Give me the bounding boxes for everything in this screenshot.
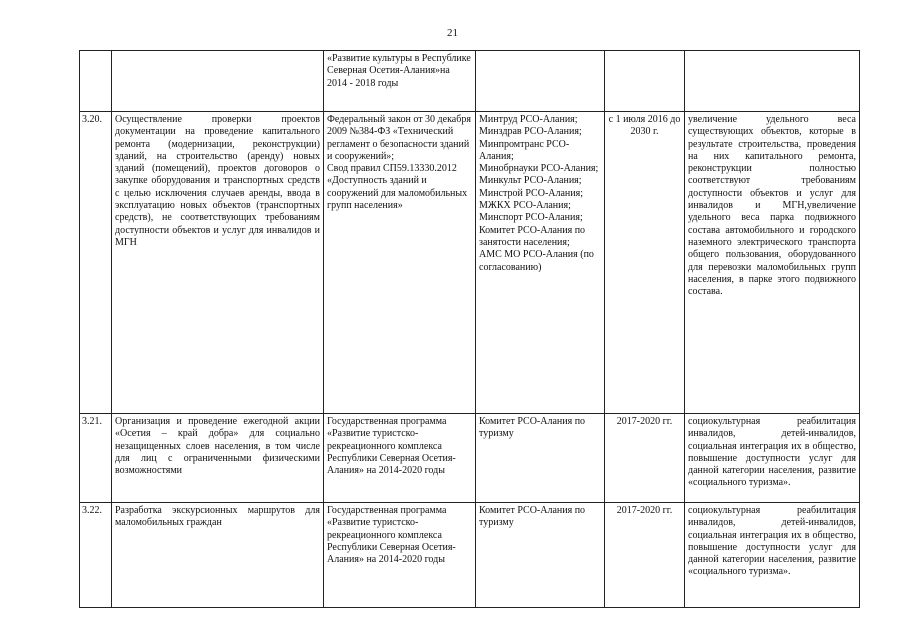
executors-cell	[476, 51, 605, 112]
table-row	[80, 414, 860, 503]
result-cell: увеличение удельного веса существующих объектов, которые в результате строительства, проведения на них капитального ремонта, реконструкции полностью соответствуют требованиям доступности объектов и услуг для инвалидов и МГН,увеличение удельного веса парка подвижного состава автомобильного и городского наземного электрического транспорта общего пользования, оборудованного для перевозки маломобильных групп населения, в парке этого подвижного состава.	[685, 112, 860, 414]
result-cell	[685, 51, 860, 112]
table-row	[80, 51, 860, 112]
event-cell: Разработка экскурсионных маршрутов для маломобильных граждан	[112, 503, 324, 608]
event-cell: Организация и проведение ежегодной акции «Осетия – край добра» для социально незащищенных слоев населения, в том числе для лиц с ограниченными физическими возможностями	[112, 414, 324, 503]
basis-cell: «Развитие культуры в Республике Северная Осетия-Алания»на 2014 - 2018 годы	[324, 51, 476, 112]
event-cell	[112, 51, 324, 112]
row-number: 3.21.	[80, 414, 112, 503]
table-row	[80, 112, 860, 414]
table-row	[80, 503, 860, 608]
row-number	[80, 51, 112, 112]
measures-table	[79, 50, 860, 608]
row-number: 3.22.	[80, 503, 112, 608]
result-cell: социокультурная реабилитация инвалидов, детей-инвалидов, социальная интеграция их в общество, повышение доступности услуг для данной категории населения, развитие «социального туризма».	[685, 503, 860, 608]
event-cell: Осуществление проверки проектов документации на проведение капитального ремонта (модернизации, реконструкции) зданий, на строительство (аренду) новых зданий (помещений), проектов договоров о закупке оборудования и транспортных средств с целью исключения случаев аренды, ввода в эксплуатацию новых объектов (транспортных средств), не соответствующих требованиям доступности объектов и услуг для инвалидов и МГН	[112, 112, 324, 414]
period-cell: 2017-2020 гг.	[605, 503, 685, 608]
row-number: 3.20.	[80, 112, 112, 414]
executors-cell: Комитет РСО-Алания по туризму	[476, 503, 605, 608]
period-cell: с 1 июля 2016 до 2030 г.	[605, 112, 685, 414]
page-number: 21	[447, 27, 458, 39]
basis-cell: Федеральный закон от 30 декабря 2009 №384-ФЗ «Технический регламент о безопасности зданий и сооружений»; Свод правил СП59.13330.2012 «Доступность зданий и сооружений для маломобильных групп населения»	[324, 112, 476, 414]
basis-cell: Государственная программа «Развитие туристско-рекреационного комплекса Республики Северная Осетия-Алания» на 2014-2020 годы	[324, 414, 476, 503]
period-cell: 2017-2020 гг.	[605, 414, 685, 503]
basis-cell: Государственная программа «Развитие туристско-рекреационного комплекса Республики Северная Осетия-Алания» на 2014-2020 годы	[324, 503, 476, 608]
result-cell: социокультурная реабилитация инвалидов, детей-инвалидов, социальная интеграция их в общество, повышение доступности услуг для данной категории населения, развитие «социального туризма».	[685, 414, 860, 503]
period-cell	[605, 51, 685, 112]
executors-cell: Минтруд РСО-Алания; Минздрав РСО-Алания; Минпромтранс РСО-Алания; Минобрнауки РСО-Алания; Минкульт РСО-Алания; Минстрой РСО-Алания; МЖКХ РСО-Алания; Минспорт РСО-Алания; Комитет РСО-Алания по занятости населения; АМС МО РСО-Алания (по согласованию)	[476, 112, 605, 414]
executors-cell: Комитет РСО-Алания по туризму	[476, 414, 605, 503]
